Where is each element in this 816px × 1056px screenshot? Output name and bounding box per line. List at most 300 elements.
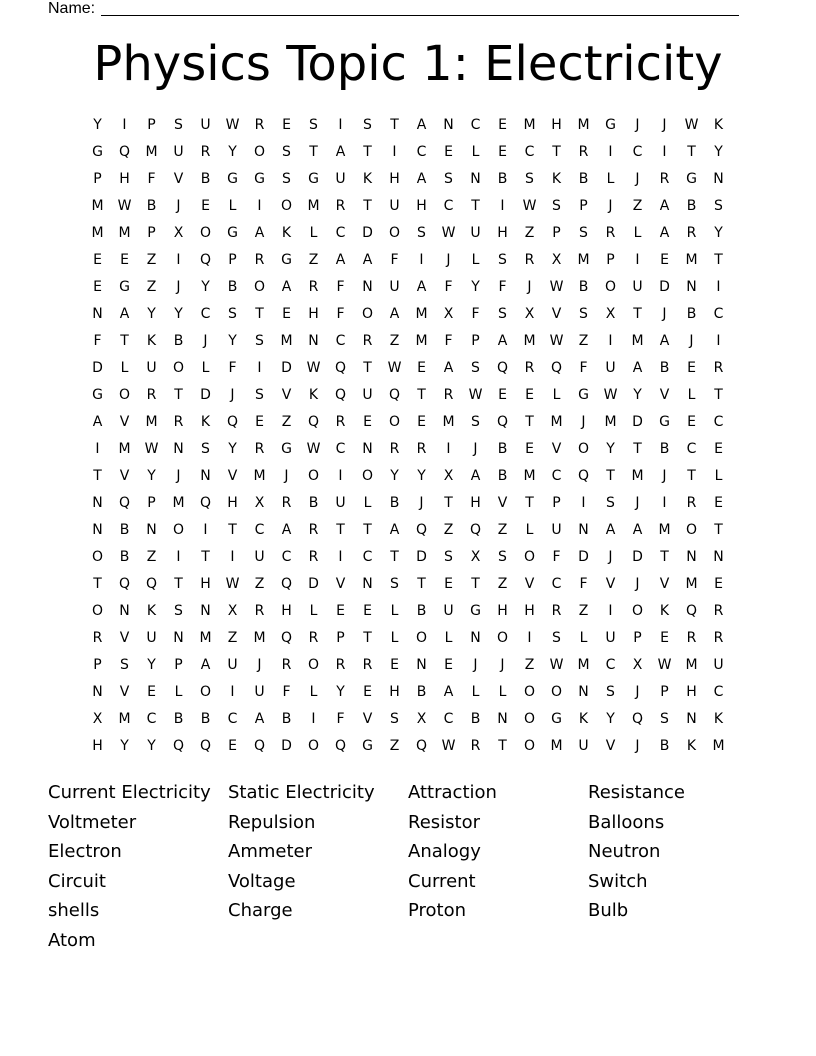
grid-letter[interactable]: C bbox=[551, 468, 562, 484]
grid-letter[interactable]: R bbox=[146, 387, 157, 403]
grid-letter[interactable]: I bbox=[662, 495, 667, 511]
grid-letter[interactable]: C bbox=[335, 333, 346, 349]
grid-letter[interactable]: P bbox=[552, 495, 561, 511]
grid-letter[interactable]: T bbox=[309, 144, 318, 160]
grid-letter[interactable]: Q bbox=[496, 360, 509, 376]
grid-letter[interactable]: A bbox=[254, 225, 265, 241]
grid-letter[interactable]: B bbox=[227, 279, 238, 295]
grid-letter[interactable]: Z bbox=[497, 576, 508, 592]
grid-letter[interactable]: M bbox=[145, 414, 158, 430]
grid-letter[interactable]: Y bbox=[228, 144, 237, 160]
grid-letter[interactable]: U bbox=[443, 603, 454, 619]
grid-letter[interactable]: N bbox=[92, 306, 103, 322]
grid-letter[interactable]: F bbox=[93, 333, 102, 349]
grid-letter[interactable]: W bbox=[549, 333, 564, 349]
grid-letter[interactable]: J bbox=[635, 117, 640, 133]
grid-letter[interactable]: O bbox=[388, 225, 401, 241]
grid-letter[interactable]: Q bbox=[415, 738, 428, 754]
grid-letter[interactable]: A bbox=[497, 333, 508, 349]
grid-letter[interactable]: T bbox=[714, 252, 723, 268]
grid-letter[interactable]: R bbox=[335, 198, 346, 214]
grid-letter[interactable]: L bbox=[498, 684, 507, 700]
grid-letter[interactable]: F bbox=[471, 306, 480, 322]
grid-letter[interactable]: L bbox=[552, 387, 561, 403]
grid-letter[interactable]: K bbox=[713, 117, 724, 133]
grid-letter[interactable]: P bbox=[471, 333, 480, 349]
grid-letter[interactable]: E bbox=[417, 360, 426, 376]
grid-letter[interactable]: R bbox=[389, 441, 400, 457]
grid-letter[interactable]: C bbox=[524, 144, 535, 160]
grid-letter[interactable]: O bbox=[307, 657, 320, 673]
grid-letter[interactable]: O bbox=[361, 468, 374, 484]
grid-letter[interactable]: T bbox=[687, 468, 696, 484]
grid-letter[interactable]: K bbox=[281, 225, 292, 241]
grid-letter[interactable]: V bbox=[362, 711, 373, 727]
grid-letter[interactable]: A bbox=[605, 522, 616, 538]
grid-letter[interactable]: C bbox=[632, 144, 643, 160]
grid-letter[interactable]: P bbox=[336, 630, 345, 646]
grid-letter[interactable]: A bbox=[443, 360, 454, 376]
grid-letter[interactable]: G bbox=[659, 414, 670, 430]
grid-letter[interactable]: L bbox=[579, 630, 588, 646]
grid-letter[interactable]: N bbox=[416, 657, 427, 673]
grid-letter[interactable]: Z bbox=[632, 198, 643, 214]
grid-letter[interactable]: Q bbox=[550, 360, 563, 376]
grid-letter[interactable]: W bbox=[144, 441, 159, 457]
grid-letter[interactable]: F bbox=[579, 360, 588, 376]
grid-letter[interactable]: O bbox=[523, 549, 536, 565]
grid-letter[interactable]: B bbox=[416, 684, 427, 700]
grid-letter[interactable]: Y bbox=[606, 711, 615, 727]
grid-letter[interactable]: H bbox=[686, 684, 697, 700]
grid-letter[interactable]: A bbox=[416, 117, 427, 133]
grid-letter[interactable]: M bbox=[577, 117, 590, 133]
grid-letter[interactable]: J bbox=[635, 738, 640, 754]
grid-letter[interactable]: Z bbox=[254, 576, 265, 592]
grid-letter[interactable]: T bbox=[417, 387, 426, 403]
grid-letter[interactable]: Q bbox=[226, 414, 239, 430]
grid-letter[interactable]: V bbox=[335, 576, 346, 592]
grid-letter[interactable]: Y bbox=[390, 468, 399, 484]
grid-letter[interactable]: C bbox=[335, 225, 346, 241]
grid-letter[interactable]: T bbox=[93, 576, 102, 592]
grid-letter[interactable]: D bbox=[578, 549, 589, 565]
grid-letter[interactable]: Z bbox=[389, 738, 400, 754]
grid-letter[interactable]: M bbox=[118, 441, 131, 457]
grid-letter[interactable]: J bbox=[608, 549, 613, 565]
grid-letter[interactable]: Q bbox=[577, 468, 590, 484]
grid-letter[interactable]: P bbox=[147, 225, 156, 241]
grid-letter[interactable]: U bbox=[362, 387, 373, 403]
grid-letter[interactable]: E bbox=[417, 414, 426, 430]
grid-letter[interactable]: S bbox=[471, 360, 480, 376]
grid-letter[interactable]: R bbox=[254, 441, 265, 457]
grid-letter[interactable]: G bbox=[227, 171, 238, 187]
grid-letter[interactable]: U bbox=[146, 630, 157, 646]
grid-letter[interactable]: N bbox=[308, 333, 319, 349]
grid-letter[interactable]: B bbox=[686, 198, 697, 214]
grid-letter[interactable]: T bbox=[363, 360, 372, 376]
grid-letter[interactable]: Q bbox=[307, 414, 320, 430]
grid-letter[interactable]: T bbox=[336, 522, 345, 538]
grid-letter[interactable]: J bbox=[446, 252, 451, 268]
grid-letter[interactable]: K bbox=[308, 387, 319, 403]
grid-letter[interactable]: S bbox=[282, 144, 291, 160]
grid-letter[interactable]: J bbox=[257, 657, 262, 673]
grid-letter[interactable]: R bbox=[605, 225, 616, 241]
grid-letter[interactable]: E bbox=[282, 117, 291, 133]
grid-letter[interactable]: O bbox=[307, 738, 320, 754]
grid-letter[interactable]: Y bbox=[147, 657, 156, 673]
grid-letter[interactable]: U bbox=[605, 360, 616, 376]
grid-letter[interactable]: Z bbox=[146, 279, 157, 295]
grid-letter[interactable]: S bbox=[444, 171, 453, 187]
grid-letter[interactable]: C bbox=[416, 144, 427, 160]
grid-letter[interactable]: Q bbox=[631, 711, 644, 727]
grid-letter[interactable]: L bbox=[309, 684, 318, 700]
grid-letter[interactable]: R bbox=[335, 414, 346, 430]
grid-letter[interactable]: L bbox=[633, 225, 642, 241]
grid-letter[interactable]: I bbox=[716, 279, 721, 295]
grid-letter[interactable]: P bbox=[552, 225, 561, 241]
grid-letter[interactable]: L bbox=[525, 522, 534, 538]
grid-letter[interactable]: U bbox=[254, 549, 265, 565]
grid-letter[interactable]: N bbox=[362, 576, 373, 592]
grid-letter[interactable]: O bbox=[604, 279, 617, 295]
grid-letter[interactable]: Q bbox=[118, 144, 131, 160]
grid-letter[interactable]: Y bbox=[633, 387, 642, 403]
grid-letter[interactable]: B bbox=[200, 171, 211, 187]
grid-letter[interactable]: G bbox=[281, 252, 292, 268]
grid-letter[interactable]: A bbox=[92, 414, 103, 430]
grid-letter[interactable]: C bbox=[281, 549, 292, 565]
grid-letter[interactable]: M bbox=[631, 333, 644, 349]
grid-letter[interactable]: F bbox=[336, 711, 345, 727]
grid-letter[interactable]: M bbox=[118, 225, 131, 241]
grid-letter[interactable]: O bbox=[172, 360, 185, 376]
grid-letter[interactable]: Q bbox=[280, 576, 293, 592]
grid-letter[interactable]: Y bbox=[336, 684, 345, 700]
grid-letter[interactable]: X bbox=[632, 657, 643, 673]
grid-letter[interactable]: Z bbox=[389, 333, 400, 349]
grid-letter[interactable]: J bbox=[662, 468, 667, 484]
grid-letter[interactable]: M bbox=[415, 306, 428, 322]
grid-letter[interactable]: U bbox=[551, 522, 562, 538]
grid-letter[interactable]: T bbox=[471, 576, 480, 592]
grid-letter[interactable]: B bbox=[497, 468, 508, 484]
grid-letter[interactable]: I bbox=[635, 252, 640, 268]
grid-letter[interactable]: C bbox=[713, 684, 724, 700]
grid-letter[interactable]: R bbox=[416, 441, 427, 457]
grid-letter[interactable]: J bbox=[581, 414, 586, 430]
grid-letter[interactable]: I bbox=[392, 144, 397, 160]
grid-letter[interactable]: M bbox=[145, 144, 158, 160]
grid-letter[interactable]: A bbox=[254, 711, 265, 727]
grid-letter[interactable]: V bbox=[119, 684, 130, 700]
grid-letter[interactable]: E bbox=[282, 306, 291, 322]
grid-letter[interactable]: S bbox=[606, 495, 615, 511]
grid-letter[interactable]: Z bbox=[146, 549, 157, 565]
grid-letter[interactable]: E bbox=[255, 414, 264, 430]
grid-letter[interactable]: G bbox=[362, 738, 373, 754]
grid-letter[interactable]: U bbox=[200, 117, 211, 133]
grid-letter[interactable]: L bbox=[444, 630, 453, 646]
grid-letter[interactable]: V bbox=[605, 576, 616, 592]
grid-letter[interactable]: I bbox=[95, 441, 100, 457]
grid-letter[interactable]: O bbox=[361, 306, 374, 322]
grid-letter[interactable]: T bbox=[525, 495, 534, 511]
grid-letter[interactable]: E bbox=[93, 279, 102, 295]
grid-letter[interactable]: M bbox=[253, 630, 266, 646]
grid-letter[interactable]: C bbox=[227, 711, 238, 727]
grid-letter[interactable]: H bbox=[200, 576, 211, 592]
grid-letter[interactable]: L bbox=[120, 360, 129, 376]
grid-letter[interactable]: N bbox=[173, 441, 184, 457]
grid-letter[interactable]: A bbox=[416, 171, 427, 187]
grid-letter[interactable]: W bbox=[225, 117, 240, 133]
grid-letter[interactable]: O bbox=[415, 630, 428, 646]
grid-letter[interactable]: R bbox=[254, 117, 265, 133]
grid-letter[interactable]: N bbox=[173, 630, 184, 646]
grid-letter[interactable]: R bbox=[308, 630, 319, 646]
grid-letter[interactable]: T bbox=[390, 549, 399, 565]
grid-letter[interactable]: R bbox=[686, 495, 697, 511]
grid-letter[interactable]: R bbox=[713, 360, 724, 376]
grid-letter[interactable]: Z bbox=[578, 603, 589, 619]
grid-letter[interactable]: R bbox=[308, 522, 319, 538]
grid-letter[interactable]: M bbox=[712, 738, 725, 754]
grid-letter[interactable]: R bbox=[524, 252, 535, 268]
grid-letter[interactable]: S bbox=[498, 549, 507, 565]
grid-letter[interactable]: P bbox=[633, 630, 642, 646]
grid-letter[interactable]: O bbox=[172, 522, 185, 538]
grid-letter[interactable]: R bbox=[713, 603, 724, 619]
grid-letter[interactable]: C bbox=[443, 711, 454, 727]
grid-letter[interactable]: J bbox=[473, 657, 478, 673]
grid-letter[interactable]: M bbox=[685, 252, 698, 268]
grid-letter[interactable]: T bbox=[93, 468, 102, 484]
grid-letter[interactable]: M bbox=[685, 657, 698, 673]
grid-letter[interactable]: R bbox=[362, 333, 373, 349]
grid-letter[interactable]: A bbox=[200, 657, 211, 673]
grid-letter[interactable]: T bbox=[390, 117, 399, 133]
grid-letter[interactable]: J bbox=[230, 387, 235, 403]
grid-letter[interactable]: T bbox=[363, 522, 372, 538]
grid-letter[interactable]: U bbox=[173, 144, 184, 160]
grid-letter[interactable]: C bbox=[200, 306, 211, 322]
grid-letter[interactable]: H bbox=[389, 684, 400, 700]
grid-letter[interactable]: S bbox=[282, 171, 291, 187]
grid-letter[interactable]: O bbox=[496, 630, 509, 646]
grid-letter[interactable]: N bbox=[443, 117, 454, 133]
grid-letter[interactable]: A bbox=[632, 522, 643, 538]
grid-letter[interactable]: Q bbox=[685, 603, 698, 619]
grid-letter[interactable]: K bbox=[713, 711, 724, 727]
grid-letter[interactable]: O bbox=[523, 711, 536, 727]
grid-letter[interactable]: X bbox=[605, 306, 616, 322]
grid-letter[interactable]: V bbox=[227, 468, 238, 484]
grid-letter[interactable]: L bbox=[174, 684, 183, 700]
grid-letter[interactable]: Q bbox=[118, 495, 131, 511]
grid-letter[interactable]: Q bbox=[334, 738, 347, 754]
grid-letter[interactable]: Y bbox=[714, 144, 723, 160]
grid-letter[interactable]: E bbox=[660, 630, 669, 646]
grid-letter[interactable]: C bbox=[605, 657, 616, 673]
grid-letter[interactable]: S bbox=[390, 576, 399, 592]
grid-letter[interactable]: J bbox=[635, 576, 640, 592]
grid-letter[interactable]: J bbox=[662, 306, 667, 322]
grid-letter[interactable]: N bbox=[470, 171, 481, 187]
grid-letter[interactable]: C bbox=[470, 117, 481, 133]
grid-letter[interactable]: J bbox=[608, 198, 613, 214]
grid-letter[interactable]: B bbox=[497, 171, 508, 187]
grid-letter[interactable]: A bbox=[119, 306, 130, 322]
grid-letter[interactable]: B bbox=[389, 495, 400, 511]
grid-letter[interactable]: D bbox=[632, 549, 643, 565]
grid-letter[interactable]: T bbox=[633, 306, 642, 322]
grid-letter[interactable]: Y bbox=[93, 117, 102, 133]
grid-letter[interactable]: T bbox=[444, 495, 453, 511]
grid-letter[interactable]: N bbox=[497, 711, 508, 727]
grid-letter[interactable]: X bbox=[227, 603, 238, 619]
grid-letter[interactable]: L bbox=[309, 225, 318, 241]
grid-letter[interactable]: Q bbox=[253, 738, 266, 754]
grid-letter[interactable]: B bbox=[659, 441, 670, 457]
grid-letter[interactable]: N bbox=[713, 171, 724, 187]
grid-letter[interactable]: I bbox=[230, 684, 235, 700]
grid-letter[interactable]: D bbox=[281, 360, 292, 376]
grid-letter[interactable]: Y bbox=[606, 441, 615, 457]
grid-letter[interactable]: O bbox=[91, 603, 104, 619]
grid-letter[interactable]: R bbox=[281, 657, 292, 673]
grid-letter[interactable]: B bbox=[146, 198, 157, 214]
grid-letter[interactable]: X bbox=[524, 306, 535, 322]
grid-letter[interactable]: R bbox=[551, 603, 562, 619]
grid-letter[interactable]: C bbox=[362, 549, 373, 565]
grid-letter[interactable]: I bbox=[338, 117, 343, 133]
grid-letter[interactable]: A bbox=[632, 360, 643, 376]
grid-letter[interactable]: E bbox=[336, 603, 345, 619]
grid-letter[interactable]: X bbox=[254, 495, 265, 511]
grid-letter[interactable]: B bbox=[659, 738, 670, 754]
grid-letter[interactable]: E bbox=[147, 684, 156, 700]
grid-letter[interactable]: Y bbox=[147, 306, 156, 322]
grid-letter[interactable]: M bbox=[523, 468, 536, 484]
grid-letter[interactable]: I bbox=[257, 198, 262, 214]
grid-letter[interactable]: Y bbox=[714, 225, 723, 241]
grid-letter[interactable]: T bbox=[606, 468, 615, 484]
grid-letter[interactable]: I bbox=[257, 360, 262, 376]
grid-letter[interactable]: B bbox=[416, 603, 427, 619]
grid-letter[interactable]: W bbox=[549, 279, 564, 295]
grid-letter[interactable]: O bbox=[199, 684, 212, 700]
grid-letter[interactable]: Y bbox=[228, 333, 237, 349]
grid-letter[interactable]: Z bbox=[524, 225, 535, 241]
grid-letter[interactable]: W bbox=[387, 360, 402, 376]
grid-letter[interactable]: J bbox=[689, 333, 694, 349]
grid-letter[interactable]: V bbox=[497, 495, 508, 511]
grid-letter[interactable]: S bbox=[201, 441, 210, 457]
grid-letter[interactable]: A bbox=[335, 252, 346, 268]
grid-letter[interactable]: I bbox=[311, 711, 316, 727]
grid-letter[interactable]: K bbox=[146, 333, 157, 349]
grid-letter[interactable]: F bbox=[282, 684, 291, 700]
grid-letter[interactable]: C bbox=[686, 441, 697, 457]
grid-letter[interactable]: B bbox=[200, 711, 211, 727]
grid-letter[interactable]: J bbox=[527, 279, 532, 295]
grid-letter[interactable]: W bbox=[549, 657, 564, 673]
grid-letter[interactable]: K bbox=[200, 414, 211, 430]
grid-letter[interactable]: S bbox=[363, 117, 372, 133]
grid-letter[interactable]: F bbox=[228, 360, 237, 376]
grid-letter[interactable]: N bbox=[200, 603, 211, 619]
grid-letter[interactable]: A bbox=[362, 252, 373, 268]
grid-letter[interactable]: W bbox=[468, 387, 483, 403]
grid-letter[interactable]: I bbox=[716, 333, 721, 349]
grid-letter[interactable]: U bbox=[335, 495, 346, 511]
grid-letter[interactable]: U bbox=[146, 360, 157, 376]
grid-letter[interactable]: L bbox=[309, 603, 318, 619]
grid-letter[interactable]: H bbox=[497, 603, 508, 619]
grid-letter[interactable]: F bbox=[147, 171, 156, 187]
grid-letter[interactable]: B bbox=[470, 711, 481, 727]
grid-letter[interactable]: O bbox=[631, 603, 644, 619]
grid-letter[interactable]: U bbox=[254, 684, 265, 700]
grid-letter[interactable]: T bbox=[228, 522, 237, 538]
grid-letter[interactable]: A bbox=[470, 468, 481, 484]
grid-letter[interactable]: D bbox=[200, 387, 211, 403]
grid-letter[interactable]: N bbox=[686, 549, 697, 565]
grid-letter[interactable]: I bbox=[419, 252, 424, 268]
grid-letter[interactable]: T bbox=[714, 387, 723, 403]
grid-letter[interactable]: A bbox=[659, 333, 670, 349]
grid-letter[interactable]: F bbox=[336, 279, 345, 295]
grid-letter[interactable]: Q bbox=[199, 738, 212, 754]
grid-letter[interactable]: M bbox=[631, 468, 644, 484]
grid-letter[interactable]: S bbox=[606, 684, 615, 700]
grid-letter[interactable]: H bbox=[524, 603, 535, 619]
grid-letter[interactable]: E bbox=[363, 684, 372, 700]
grid-letter[interactable]: L bbox=[606, 171, 615, 187]
grid-letter[interactable]: P bbox=[147, 495, 156, 511]
grid-letter[interactable]: P bbox=[147, 117, 156, 133]
grid-letter[interactable]: I bbox=[203, 522, 208, 538]
grid-letter[interactable]: N bbox=[713, 549, 724, 565]
grid-letter[interactable]: N bbox=[578, 684, 589, 700]
grid-letter[interactable]: U bbox=[335, 171, 346, 187]
grid-letter[interactable]: E bbox=[390, 657, 399, 673]
grid-letter[interactable]: R bbox=[254, 603, 265, 619]
grid-letter[interactable]: A bbox=[281, 522, 292, 538]
grid-letter[interactable]: X bbox=[92, 711, 103, 727]
grid-letter[interactable]: M bbox=[280, 333, 293, 349]
grid-letter[interactable]: D bbox=[659, 279, 670, 295]
grid-letter[interactable]: R bbox=[92, 630, 103, 646]
grid-letter[interactable]: L bbox=[471, 684, 480, 700]
grid-letter[interactable]: V bbox=[119, 630, 130, 646]
grid-letter[interactable]: I bbox=[230, 549, 235, 565]
grid-letter[interactable]: Y bbox=[174, 306, 183, 322]
grid-letter[interactable]: M bbox=[523, 333, 536, 349]
grid-letter[interactable]: L bbox=[714, 468, 723, 484]
grid-letter[interactable]: R bbox=[254, 252, 265, 268]
grid-letter[interactable]: E bbox=[687, 414, 696, 430]
grid-letter[interactable]: W bbox=[522, 198, 537, 214]
grid-letter[interactable]: E bbox=[93, 252, 102, 268]
grid-letter[interactable]: X bbox=[173, 225, 184, 241]
grid-letter[interactable]: C bbox=[254, 522, 265, 538]
grid-letter[interactable]: E bbox=[525, 441, 534, 457]
